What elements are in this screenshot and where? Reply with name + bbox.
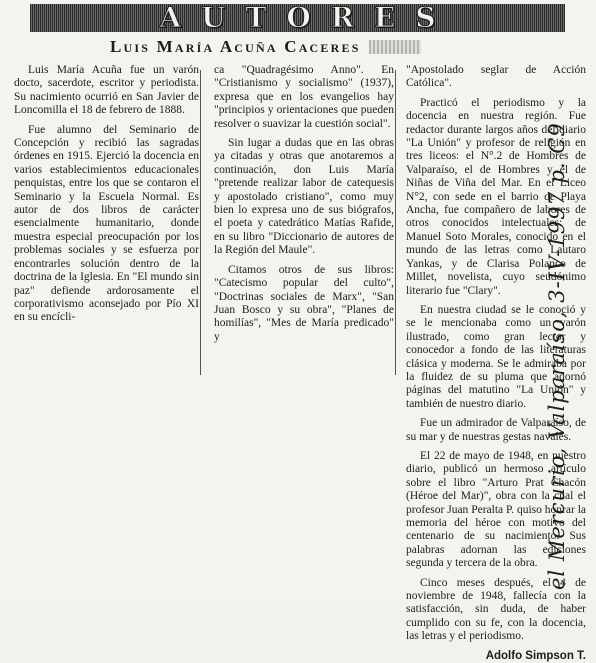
paragraph: Cinco meses después, el 4 de noviembre de 1948, fallecía con la satisfacción, sin duda, de haber cumplido con su fe, con la docencia, las letras y el periodismo.	[406, 576, 586, 643]
handwritten-source-note: el Mercurio, Valparaíso, 3-IV-1997 p. C9	[545, 122, 569, 590]
paragraph: Practicó el periodismo y la docencia en nuestra región. Fue redactor durante largos años del diario "La Unión" y profesor de religión en tres liceos: el N°.2 de Hombres de Valparaíso, el de Hombres y el de Niñas de Viña del Mar. En el Liceo N°2, con sede en el barrio de Playa Ancha, fue compañero de labores de otros conocidos intelectuales: de Manuel Soto Morales, conocido en el mundo de las letras como Lautaro Yankas, y de Clarisa Polanco de Millet, novelista, cuyo seudónimo literario fue "Clary".	[406, 96, 586, 297]
paragraph: Luis María Acuña fue un varón docto, sacerdote, escritor y periodista. Su nacimiento ocurrió en San Javier de Loncomilla el 18 de febrero de 1888.	[14, 64, 199, 117]
paragraph: Sin lugar a dudas que en las obras ya citadas y otras que anotaremos a continuación, don Luis María "pretende realizar labor de catequesis y apostolado cristiano", como muy bien lo expresa uno de sus biógrafos, el poeta y catedrático Matías Rafide, en su libro "Diccionario de autores de la Región del Maule".	[214, 137, 394, 257]
section-title: AUTORES	[159, 4, 456, 32]
article-title-row	[110, 36, 570, 58]
paragraph: Fue alumno del Seminario de Concepción y recibió las sagradas órdenes en 1915. Ejerció la docencia en varios establecimientos educacionales penquistas, entre los que se contaron el Seminario y la Escuela Normal. Es autor de dos libros de carácter esencialmente humanitario, donde muestra especial preocupación por los problemas sociales y se esfuerza por encontrarles solución dentro de la doctrina de la Iglesia. En "El mundo sin paz" defiende ardorosamente el corporativismo aconsejado por Pío XI en su encícli-	[14, 123, 199, 324]
paragraph: Fue un admirador de Valparaíso, de su mar y de nuestras gestas navales.	[406, 417, 586, 443]
author-signature: Adolfo Simpson T.	[485, 649, 586, 662]
column-divider	[395, 70, 396, 375]
column-divider	[200, 70, 201, 375]
paragraph: Citamos otros de sus libros: "Catecismo popular del culto", "Doctrinas sociales de Marx", "San Juan Bosco y su obra", "Planes de homilías", "Mes de María predicado" y	[214, 263, 394, 343]
column-1	[14, 64, 199, 331]
section-banner	[30, 4, 565, 32]
column-2	[214, 64, 394, 350]
paragraph: En nuestra ciudad se le conoció y se le mencionaba como un varón ilustrado, como gran lector y conocedor a fondo de las literaturas clásica y moderna. Se le admiraba por la fluidez de su pluma que adornó páginas del matutino "La Unión" y también de nuestro diario.	[406, 303, 586, 410]
article-title: Luis María Acuña Caceres	[110, 37, 361, 56]
paragraph: ca "Quadragésimo Anno". En "Cristianismo y socialismo" (1937), expresa que en los evangelios hay "principios y orientaciones que pueden resolver o suavizar la cuestión social".	[214, 64, 394, 130]
paragraph: "Apostolado seglar de Acción Católica".	[406, 64, 586, 90]
paragraph: El 22 de mayo de 1948, en nuestro diario, publicó un hermoso artículo sobre el libro "Arturo Prat Chacón (Héroe del Mar)", obra con la cual el profesor Juan Peralta P. quiso honrar la memoria del héroe con motivo del centenario de su nacimiento. Sus palabras adornan las ediciones segunda y tercera de la obra.	[406, 449, 586, 570]
ink-stamp	[369, 40, 421, 54]
